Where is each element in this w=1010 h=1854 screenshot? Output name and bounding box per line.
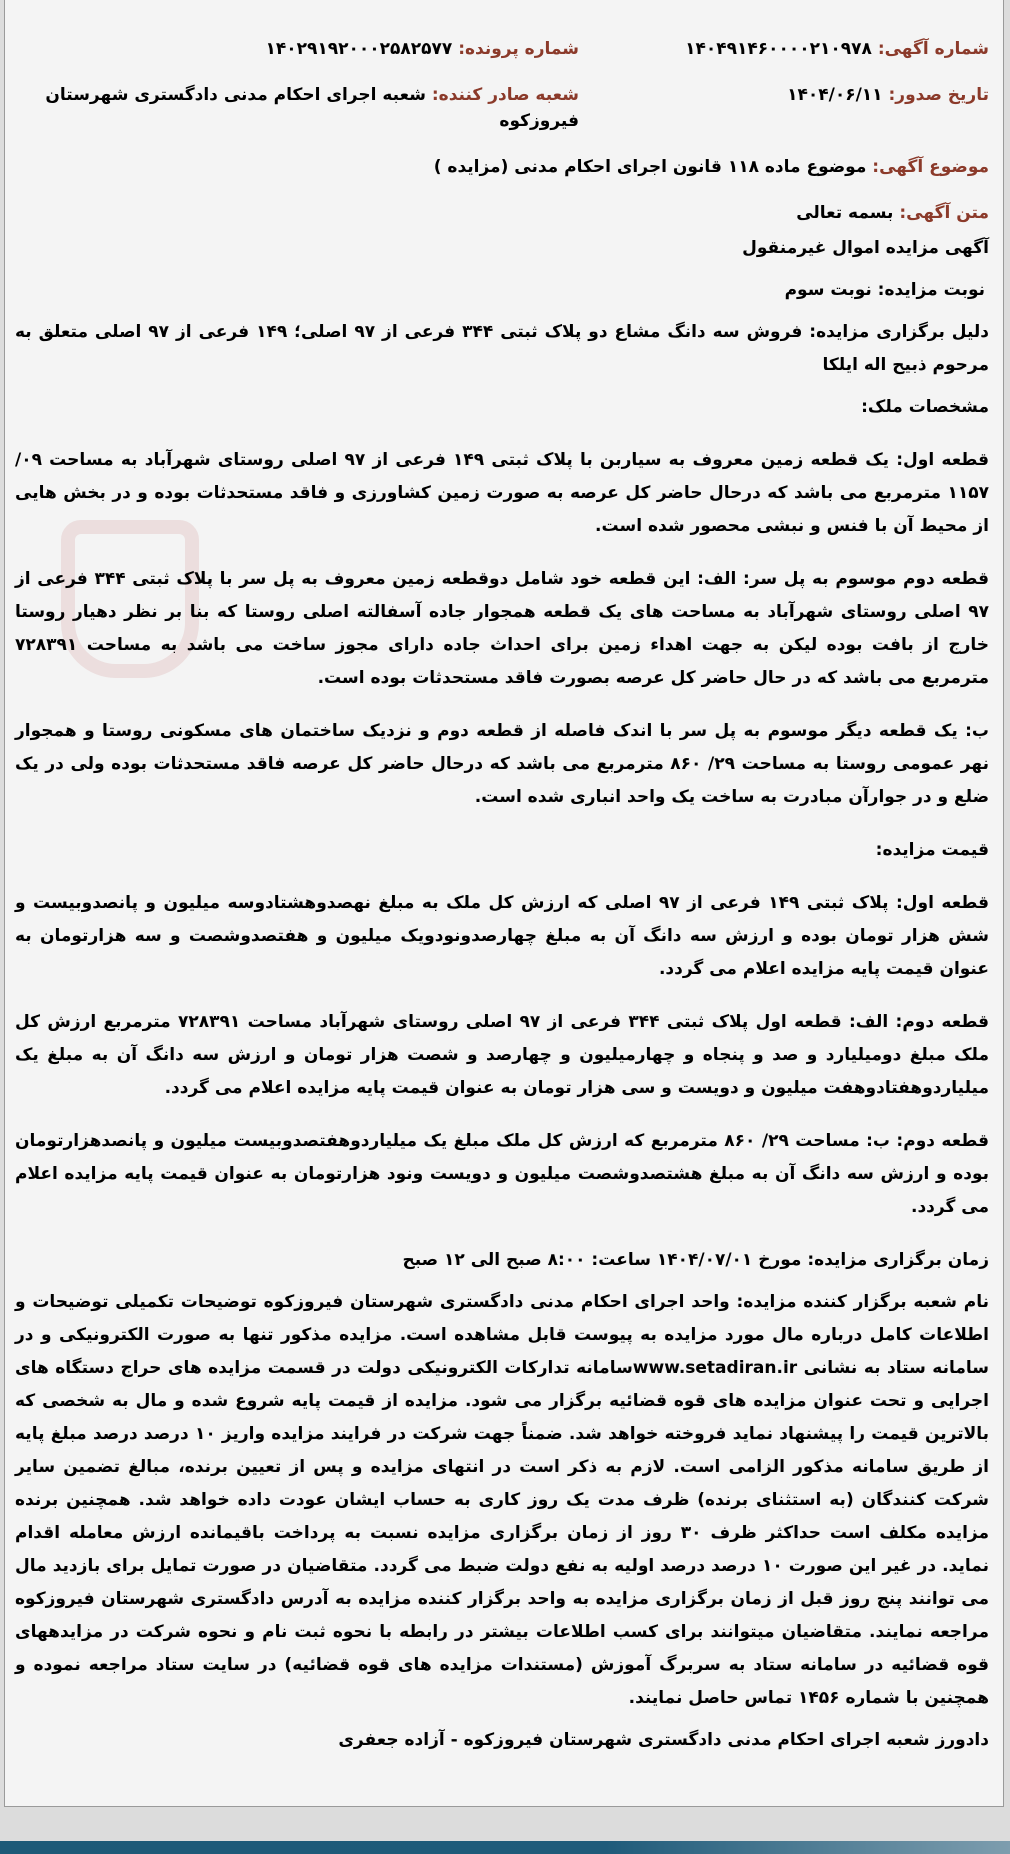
issue-date xyxy=(579,82,989,134)
ad-number xyxy=(579,36,989,62)
case-number-value: ۱۴۰۲۹۱۹۲۰۰۰۲۵۸۲۵۷۷ xyxy=(265,39,453,59)
parcel-2b-description: ب: یک قطعه دیگر موسوم به پل سر با اندک فاصله از قطعه دوم و نزدیک ساختمان های مسکونی روستا و همجوار نهر عمومی روستا به مساحت ۲۹/ ۸۶۰ مترمربع می باشد که درحال حاضر کل عرصه فاقد مستحدثات بوده ولی در یک ضلع و در جوارآن مبادرت به ساخت یک واحد انباری شده است. xyxy=(15,721,989,807)
issue-date-value: ۱۴۰۴/۰۶/۱۱ xyxy=(787,85,883,105)
header-row-2 xyxy=(15,82,989,134)
organizer-details: نام شعبه برگزار کننده مزایده: واحد اجرای احکام مدنی دادگستری شهرستان فیروزکوه توضیحات تکمیلی توضیحات و اطلاعات کامل درباره مال مورد مزایده به پیوست قابل مشاهده است. مزایده مذکور تنها به صورت الکترونیکی و در سامانه ستاد به نشانی www.setadiran.irسامانه تدارکات الکترونیکی دولت در قسمت مزایده های حراج دستگاه های اجرایی و تحت عنوان مزایده های قوه قضائیه برگزار می شود. مزایده از قیمت پایه شروع شده و مال به شخصی که بالاترین قیمت را پیشنهاد نماید فروخته خواهد شد. ضمناً جهت شرکت در فرایند مزایده واریز ۱۰ درصد درصد مبلغ پایه از طریق سامانه مذکور الزامی است. لازم به ذکر است در انتهای مزایده و پس از تعیین برنده، مبالغ تضمین سایر شرکت کنندگان (به استثنای برنده) ظرف مدت یک روز کاری به حساب ایشان عودت داده خواهد شد. همچنین برنده مزایده مکلف است حداکثر ظرف ۳۰ روز از زمان برگزاری مزایده نسبت به پرداخت باقیمانده ارزش معامله اقدام نماید. در غیر این صورت ۱۰ درصد درصد اولیه به نفع دولت ضبط می گردد. متقاضیان در صورت تمایل برای بازدید مال می توانند پنج روز قبل از زمان برگزاری مزایده به واحد برگزار کننده مزایده به آدرس دادگستری شهرستان فیروزکوه مراجعه نمایند. متقاضیان میتوانند برای کسب اطلاعات بیشتر در رابطه با نحوه ثبت نام و نحوه شرکت در مزایدههای قوه قضائیه در سامانه ستاد به سربرگ آموزش (مستندات مزایده های قوه قضائیه) در سایت ستاد مراجعه نموده و همچنین با شماره ۱۴۵۶ تماس حاصل نمایند. xyxy=(15,1292,990,1708)
notice-title: آگهی مزایده اموال غیرمنقول xyxy=(742,238,989,258)
auction-reason: دلیل برگزاری مزایده: فروش سه دانگ مشاع دو پلاک ثبتی ۳۴۴ فرعی از ۹۷ اصلی؛ ۱۴۹ فرعی از ۹۷ اصلی متعلق به مرحوم ذبیح اله ایلکا xyxy=(15,322,990,375)
price-parcel-1: قطعه اول: پلاک ثبتی ۱۴۹ فرعی از ۹۷ اصلی که ارزش کل ملک به مبلغ نهصدوهشتادوسه میلیون و پانصدوبیست و شش هزار تومان بوده و ارزش سه دانگ آن به مبلغ چهارصدونودویک میلیون و هفتصدوشصت و سه هزارتومان به عنوان قیمت پایه مزایده اعلام می گردد. xyxy=(15,893,989,979)
specs-heading: مشخصات ملک: xyxy=(861,397,989,417)
price-parcel-2b: قطعه دوم: ب: مساحت ۲۹/ ۸۶۰ مترمربع که ارزش کل ملک مبلغ یک میلیاردوهفتصدوبیست میلیون و پانصدهزارتومان بوده و ارزش سه دانگ آن به مبلغ هشتصدوشصت میلیون و دویست ونود هزارتومان به عنوان قیمت پایه مزایده اعلام می گردد. xyxy=(15,1131,989,1217)
price-parcel-2a: قطعه دوم: الف: قطعه اول پلاک ثبتی ۳۴۴ فرعی از ۹۷ اصلی روستای شهرآباد مساحت ۷۲۸۳۹۱ مترمربع ارزش کل ملک مبلغ دومیلیارد و صد و پنجاه و چهارمیلیون و چهارصد و شصت هزار تومان و ارزش سه دانگ آن به مبلغ یک میلیاردوهفتادوهفت میلیون و دویست و سی هزار تومان به عنوان قیمت پایه مزایده اعلام می گردد. xyxy=(15,1012,990,1098)
issue-date-label: تاریخ صدور: xyxy=(888,85,989,105)
parcel-2a-description: قطعه دوم موسوم به پل سر: الف: این قطعه خود شامل دوقطعه زمین معروف به پل سر با پلاک ثبتی ۳۴۴ فرعی از ۹۷ اصلی روستای شهرآباد به مساحت های یک قطعه همجوار جاده آسفالته اصلی روستا که بنا بر نظر دهیار روستا خارج از بافت بوده لیکن به جهت اهداء زمین برای احداث جاده دارای مجوز ساخت می باشد به مساحت ۷۲۸۳۹۱ مترمربع می باشد که در حال حاضر کل عرصه بصورت فاقد مستحدثات بوده است. xyxy=(15,569,989,688)
parcel-1-description: قطعه اول: یک قطعه زمین معروف به سیاربن با پلاک ثبتی ۱۴۹ فرعی از ۹۷ اصلی روستای شهرآباد به مساحت ۰۹/ ۱۱۵۷ مترمربع می باشد که درحال حاضر کل عرصه به صورت زمین کشاورزی و فاقد مستحدثات بوده و در بخش هایی از محیط آن با فنس و نبشی محصور شده است. xyxy=(15,450,989,536)
case-number-label: شماره پرونده: xyxy=(458,39,579,59)
issuing-branch xyxy=(15,82,579,134)
auction-time: زمان برگزاری مزایده: مورخ ۱۴۰۴/۰۷/۰۱ ساعت: ۸:۰۰ صبح الی ۱۲ صبح xyxy=(402,1250,989,1270)
window-footer xyxy=(0,1807,1010,1841)
ad-text xyxy=(15,200,989,226)
ad-text-label: متن آگهی: xyxy=(899,203,989,223)
case-number xyxy=(15,36,579,62)
subject-label: موضوع آگهی: xyxy=(872,157,989,177)
issuing-branch-value: شعبه اجرای احکام مدنی دادگستری شهرستان فیروزکوه xyxy=(45,85,579,131)
ad-text-intro: بسمه تعالی xyxy=(796,203,894,223)
signature: دادورز شعبه اجرای احکام مدنی دادگستری شهرستان فیروزکوه - آزاده جعفری xyxy=(338,1730,989,1750)
document-panel xyxy=(4,0,1004,1807)
issuing-branch-label: شعبه صادر کننده: xyxy=(431,85,579,105)
header-row-1 xyxy=(15,36,989,62)
ad-number-label: شماره آگهی: xyxy=(877,39,989,59)
ad-number-value: ۱۴۰۴۹۱۴۶۰۰۰۰۲۱۰۹۷۸ xyxy=(685,39,872,59)
auction-round: نوبت مزایده: نوبت سوم xyxy=(784,280,985,300)
subject xyxy=(15,154,989,180)
taskbar xyxy=(0,1841,1010,1854)
price-heading: قیمت مزایده: xyxy=(875,840,989,860)
subject-value: موضوع ماده ۱۱۸ قانون اجرای احکام مدنی (مزایده ) xyxy=(433,157,867,177)
